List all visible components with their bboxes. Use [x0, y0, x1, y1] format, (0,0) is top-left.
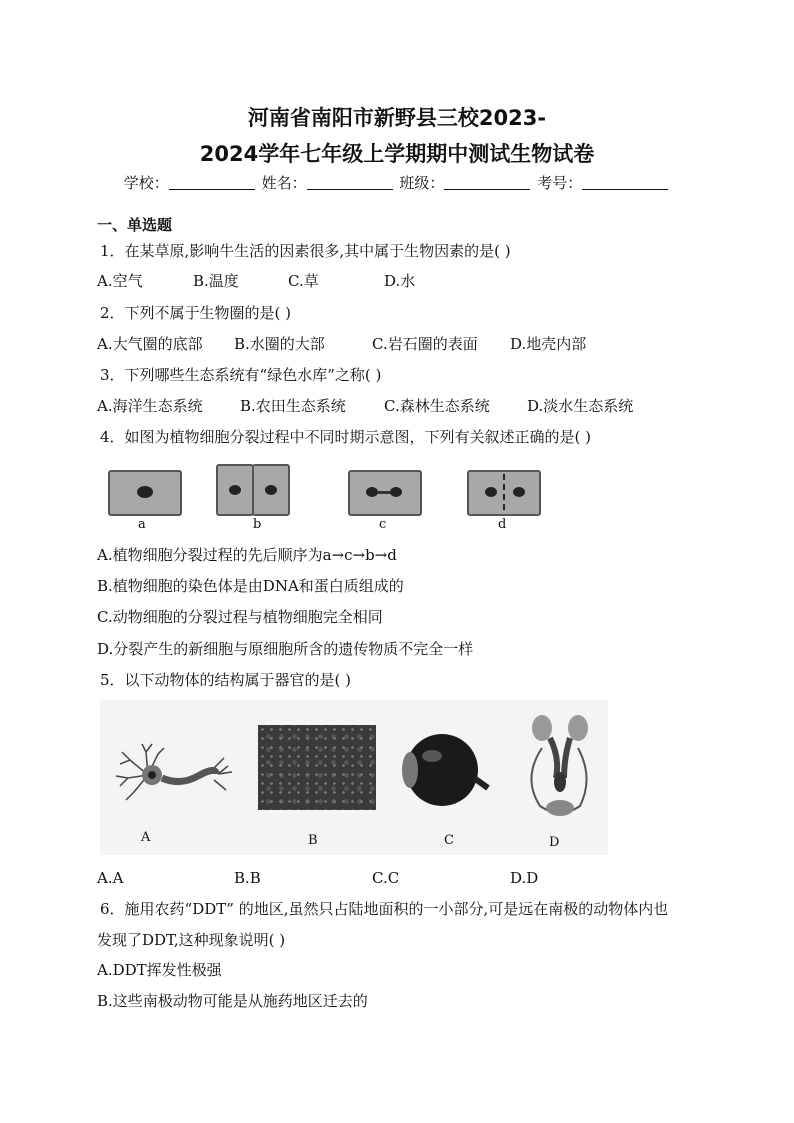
- eyeball-image: [398, 730, 490, 812]
- question-6-stem-line1: 6．施用农药“DDT” 的地区,虽然只占陆地面积的一小部分,可是远在南极的动物体内也: [100, 900, 669, 918]
- question-3-option-a: A.海洋生态系统: [97, 397, 203, 415]
- animal-structures-figure: [100, 700, 608, 855]
- question-5-option-a: A.A: [97, 869, 124, 887]
- question-2-option-a: A.大气圈的底部: [97, 335, 203, 353]
- field-name-blank[interactable]: [307, 175, 393, 190]
- question-5-option-c: C.C: [372, 869, 400, 887]
- cell-stage-b-left: [216, 464, 254, 516]
- question-3-option-d: D.淡水生态系统: [527, 397, 634, 415]
- question-4-option-a: A.植物细胞分裂过程的先后顺序为a→c→b→d: [97, 546, 397, 564]
- question-1-option-c: C.草: [288, 272, 319, 290]
- cell-stage-a: [108, 470, 182, 516]
- question-6-option-a: A.DDT挥发性极强: [97, 961, 222, 979]
- field-id-blank[interactable]: [582, 175, 668, 190]
- question-4-stem: 4．如图为植物细胞分裂过程中不同时期示意图，下列有关叙述正确的是( ): [100, 428, 592, 446]
- cell-label-d: d: [498, 517, 507, 532]
- question-4-option-d: D.分裂产生的新细胞与原细胞所含的遗传物质不完全一样: [97, 640, 474, 658]
- nucleus: [513, 487, 525, 497]
- nucleus: [265, 485, 277, 495]
- nucleus: [229, 485, 241, 495]
- question-3-option-c: C.森林生态系统: [384, 397, 490, 415]
- question-1-option-a: A.空气: [97, 272, 143, 290]
- question-1-stem: 1．在某草原,影响牛生活的因素很多,其中属于生物因素的是( ): [100, 242, 511, 260]
- circulatory-organ-image: [520, 708, 600, 833]
- question-4-option-c: C.动物细胞的分裂过程与植物细胞完全相同: [97, 608, 383, 626]
- question-4-option-b: B.植物细胞的染色体是由DNA和蛋白质组成的: [97, 577, 404, 595]
- field-class-label: 班级：: [399, 174, 445, 192]
- question-6-option-b: B.这些南极动物可能是从施药地区迁去的: [97, 992, 368, 1010]
- nucleus: [485, 487, 497, 497]
- structure-label-a: A: [141, 830, 151, 845]
- field-school-blank[interactable]: [169, 175, 255, 190]
- section-heading: 一、单选题: [97, 216, 173, 234]
- cell-stage-b-right: [252, 464, 290, 516]
- structure-label-d: D: [549, 835, 560, 850]
- question-3-option-b: B.农田生态系统: [240, 397, 346, 415]
- cell-division-figure: [100, 460, 460, 535]
- cell-stage-d: [467, 470, 541, 516]
- question-5-option-b: B.B: [234, 869, 261, 887]
- cell-label-c: c: [379, 517, 387, 532]
- field-school-label: 学校：: [123, 174, 169, 192]
- field-class-blank[interactable]: [444, 175, 530, 190]
- question-5-stem: 5．以下动物体的结构属于器官的是( ): [100, 671, 352, 689]
- field-name-label: 姓名：: [261, 174, 307, 192]
- question-3-stem: 3．下列哪些生态系统有“绿色水库”之称( ): [100, 366, 382, 384]
- tissue-image: [258, 725, 376, 810]
- page-title-line2: 2024学年七年级上学期期中测试生物试卷: [199, 142, 595, 166]
- question-1-option-d: D.水: [384, 272, 416, 290]
- question-2-option-c: C.岩石圈的表面: [372, 335, 478, 353]
- nucleus: [390, 487, 402, 497]
- question-1-option-b: B.温度: [193, 272, 239, 290]
- question-5-option-d: D.D: [510, 869, 539, 887]
- question-2-option-b: B.水圈的大部: [234, 335, 325, 353]
- question-2-option-d: D.地壳内部: [510, 335, 587, 353]
- structure-label-c: C: [444, 833, 454, 848]
- nucleus: [137, 486, 153, 498]
- cell-label-a: a: [138, 517, 146, 532]
- field-id-label: 考号：: [537, 174, 583, 192]
- student-info-line: [0, 172, 794, 193]
- structure-label-b: B: [308, 833, 318, 848]
- question-6-stem-line2: 发现了DDT,这种现象说明( ): [97, 931, 286, 949]
- neuron-image: [110, 740, 235, 810]
- page-title-line1: 河南省南阳市新野县三校2023-: [247, 106, 547, 130]
- cell-stage-c: [348, 470, 422, 516]
- cell-label-b: b: [253, 517, 262, 532]
- question-2-stem: 2．下列不属于生物圈的是( ): [100, 304, 292, 322]
